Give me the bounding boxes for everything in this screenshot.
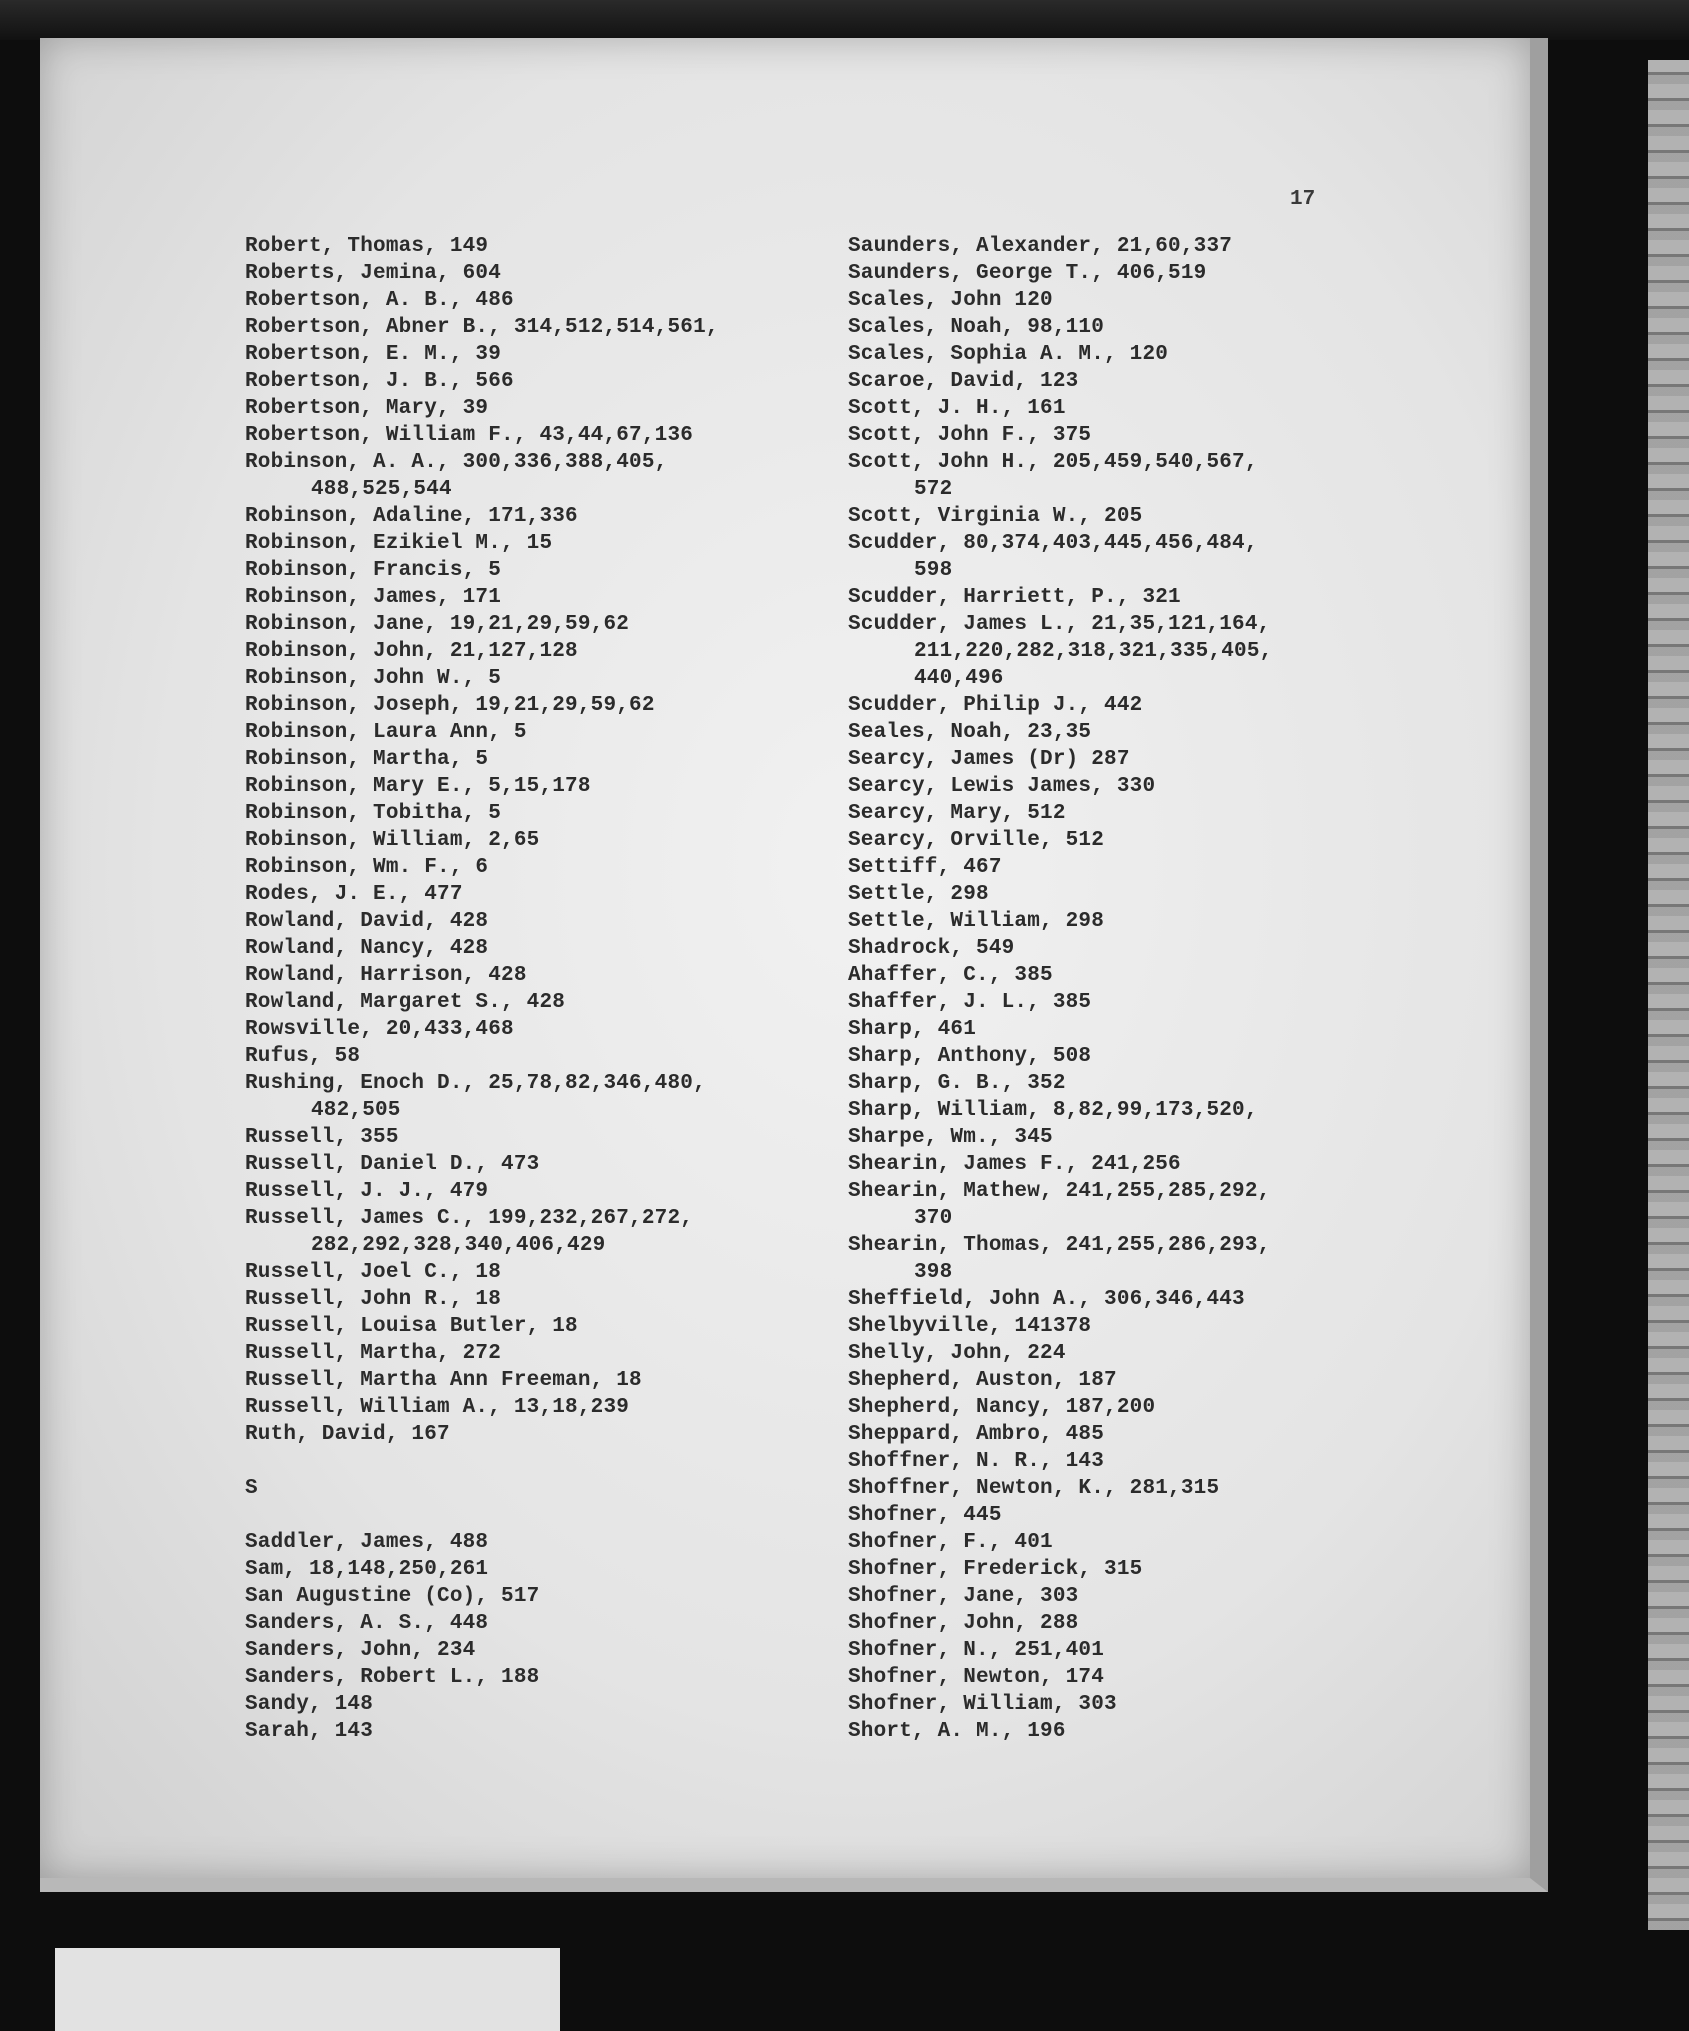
left-column	[245, 233, 825, 1745]
index-entry: Robinson, Francis, 5	[245, 559, 502, 582]
index-entry: Scaroe, David, 123	[848, 370, 1079, 393]
right-column	[848, 233, 1368, 1745]
index-entry: Russell, 355	[245, 1126, 399, 1149]
index-entry: Scudder, James L., 21,35,121,164,	[848, 613, 1271, 636]
index-entry: Scales, Noah, 98,110	[848, 316, 1105, 339]
index-entry-continuation: 482,505	[311, 1099, 401, 1122]
index-entry: Robinson, Laura Ann, 5	[245, 721, 527, 744]
index-entry: Shepherd, Auston, 187	[848, 1369, 1117, 1392]
index-entry: Sharp, William, 8,82,99,173,520,	[848, 1099, 1258, 1122]
index-entry: Russell, Daniel D., 473	[245, 1153, 540, 1176]
index-entry-continuation: 598	[914, 559, 953, 582]
index-entry: Searcy, Mary, 512	[848, 802, 1066, 825]
index-entry: Rowland, David, 428	[245, 910, 489, 933]
index-entry: Searcy, Orville, 512	[848, 829, 1105, 852]
index-entry: Sarah, 143	[245, 1720, 374, 1743]
index-entry: Shofner, Newton, 174	[848, 1666, 1105, 1689]
index-entry: Shoffner, Newton, K., 281,315	[848, 1477, 1220, 1500]
index-entry: Sheppard, Ambro, 485	[848, 1423, 1105, 1446]
left-s-entry-list	[245, 1529, 825, 1745]
index-entry: Sheffield, John A., 306,346,443	[848, 1288, 1245, 1311]
index-entry: Shadrock, 549	[848, 937, 1015, 960]
index-entry: Ruth, David, 167	[245, 1423, 450, 1446]
index-entry: Shofner, William, 303	[848, 1693, 1117, 1716]
index-entry: Scott, John H., 205,459,540,567,	[848, 451, 1258, 474]
index-entry: Saunders, Alexander, 21,60,337	[848, 235, 1233, 258]
index-entry: Robinson, Joseph, 19,21,29,59,62	[245, 694, 655, 717]
index-entry: Scales, John 120	[848, 289, 1053, 312]
index-entry: Robinson, Ezikiel M., 15	[245, 532, 553, 555]
index-entry: Robertson, J. B., 566	[245, 370, 514, 393]
index-entry: Shelbyville, 141378	[848, 1315, 1092, 1338]
index-entry-continuation: 488,525,544	[311, 478, 452, 501]
index-entry: Russell, Joel C., 18	[245, 1261, 502, 1284]
index-entry: San Augustine (Co), 517	[245, 1585, 540, 1608]
index-entry: Rowland, Harrison, 428	[245, 964, 527, 987]
index-entry: Russell, Martha Ann Freeman, 18	[245, 1369, 642, 1392]
index-entry: Sanders, Robert L., 188	[245, 1666, 540, 1689]
index-entry-continuation: 572	[914, 478, 953, 501]
index-entry: Scott, Virginia W., 205	[848, 505, 1143, 528]
index-entry: Scales, Sophia A. M., 120	[848, 343, 1169, 366]
bottom-card	[55, 1948, 560, 2031]
index-entry: Robertson, A. B., 486	[245, 289, 514, 312]
index-entry: Robinson, James, 171	[245, 586, 502, 609]
index-entry: Robinson, John, 21,127,128	[245, 640, 578, 663]
index-entry: Russell, John R., 18	[245, 1288, 502, 1311]
index-entry-continuation: 282,292,328,340,406,429	[311, 1234, 606, 1257]
section-letter: S	[245, 1477, 258, 1500]
index-entry: Settle, 298	[848, 883, 989, 906]
index-entry: Settle, William, 298	[848, 910, 1105, 933]
index-entry: Scott, John F., 375	[848, 424, 1092, 447]
index-entry: Ahaffer, C., 385	[848, 964, 1053, 987]
index-entry: Shofner, John, 288	[848, 1612, 1079, 1635]
index-entry: Rufus, 58	[245, 1045, 361, 1068]
index-entry: Russell, J. J., 479	[245, 1180, 489, 1203]
index-entry: Sandy, 148	[245, 1693, 374, 1716]
index-entry: Scott, J. H., 161	[848, 397, 1066, 420]
index-entry: Sharp, Anthony, 508	[848, 1045, 1092, 1068]
index-entry: Russell, Martha, 272	[245, 1342, 502, 1365]
index-entry: Shofner, F., 401	[848, 1531, 1053, 1554]
index-entry: Rowsville, 20,433,468	[245, 1018, 514, 1041]
index-entry: Russell, William A., 13,18,239	[245, 1396, 630, 1419]
index-entry: Robinson, A. A., 300,336,388,405,	[245, 451, 668, 474]
index-entry: Sanders, John, 234	[245, 1639, 476, 1662]
index-entry: Shearin, Thomas, 241,255,286,293,	[848, 1234, 1271, 1257]
left-entry-list	[245, 233, 825, 1448]
index-entry: Scudder, Harriett, P., 321	[848, 586, 1181, 609]
index-entry: Sam, 18,148,250,261	[245, 1558, 489, 1581]
index-entry: Searcy, Lewis James, 330	[848, 775, 1156, 798]
index-entry: Searcy, James (Dr) 287	[848, 748, 1130, 771]
index-entry: Roberts, Jemina, 604	[245, 262, 502, 285]
index-entry: Short, A. M., 196	[848, 1720, 1066, 1743]
index-entry: Robertson, Mary, 39	[245, 397, 489, 420]
index-entry: Shaffer, J. L., 385	[848, 991, 1092, 1014]
index-page	[40, 38, 1548, 1892]
index-entry: Saunders, George T., 406,519	[848, 262, 1207, 285]
index-entry: Sharp, G. B., 352	[848, 1072, 1066, 1095]
page-number: 17	[1290, 188, 1316, 211]
index-entry: Sharpe, Wm., 345	[848, 1126, 1053, 1149]
index-entry: Sanders, A. S., 448	[245, 1612, 489, 1635]
index-entry: Robinson, Wm. F., 6	[245, 856, 489, 879]
index-entry-continuation: 211,220,282,318,321,335,405,	[914, 640, 1273, 663]
index-entry: Robert, Thomas, 149	[245, 235, 489, 258]
index-entry-continuation: 370	[914, 1207, 953, 1230]
index-entry: Robinson, Tobitha, 5	[245, 802, 502, 825]
index-entry: Robinson, Adaline, 171,336	[245, 505, 578, 528]
index-entry: Robertson, William F., 43,44,67,136	[245, 424, 694, 447]
index-entry: Settiff, 467	[848, 856, 1002, 879]
index-entry: Sharp, 461	[848, 1018, 977, 1041]
index-entry: Rodes, J. E., 477	[245, 883, 463, 906]
index-entry: Shofner, N., 251,401	[848, 1639, 1105, 1662]
index-entry: Seales, Noah, 23,35	[848, 721, 1092, 744]
index-entry: Robertson, E. M., 39	[245, 343, 502, 366]
index-entry-continuation: 398	[914, 1261, 953, 1284]
index-entry: Shofner, Frederick, 315	[848, 1558, 1143, 1581]
index-entry: Scudder, 80,374,403,445,456,484,	[848, 532, 1258, 555]
right-entry-list	[848, 233, 1368, 1745]
index-entry: Saddler, James, 488	[245, 1531, 489, 1554]
index-entry-continuation: 440,496	[914, 667, 1004, 690]
index-entry: Shofner, 445	[848, 1504, 1002, 1527]
index-entry: Shearin, James F., 241,256	[848, 1153, 1181, 1176]
index-entry: Rowland, Nancy, 428	[245, 937, 489, 960]
index-entry: Scudder, Philip J., 442	[848, 694, 1143, 717]
index-entry: Shofner, Jane, 303	[848, 1585, 1079, 1608]
index-entry: Rowland, Margaret S., 428	[245, 991, 566, 1014]
index-entry: Robinson, Jane, 19,21,29,59,62	[245, 613, 630, 636]
index-entry: Robinson, Martha, 5	[245, 748, 489, 771]
index-entry: Russell, James C., 199,232,267,272,	[245, 1207, 694, 1230]
index-entry: Shoffner, N. R., 143	[848, 1450, 1105, 1473]
index-entry: Rushing, Enoch D., 25,78,82,346,480,	[245, 1072, 706, 1095]
index-entry: Shepherd, Nancy, 187,200	[848, 1396, 1156, 1419]
index-entry: Shearin, Mathew, 241,255,285,292,	[848, 1180, 1271, 1203]
index-entry: Robinson, Mary E., 5,15,178	[245, 775, 591, 798]
index-entry: Russell, Louisa Butler, 18	[245, 1315, 578, 1338]
adjacent-page-edge	[1648, 60, 1689, 1930]
index-entry: Robinson, John W., 5	[245, 667, 502, 690]
index-entry: Robinson, William, 2,65	[245, 829, 540, 852]
index-entry: Shelly, John, 224	[848, 1342, 1066, 1365]
index-entry: Robertson, Abner B., 314,512,514,561,	[245, 316, 719, 339]
scan-backdrop	[0, 0, 1689, 40]
